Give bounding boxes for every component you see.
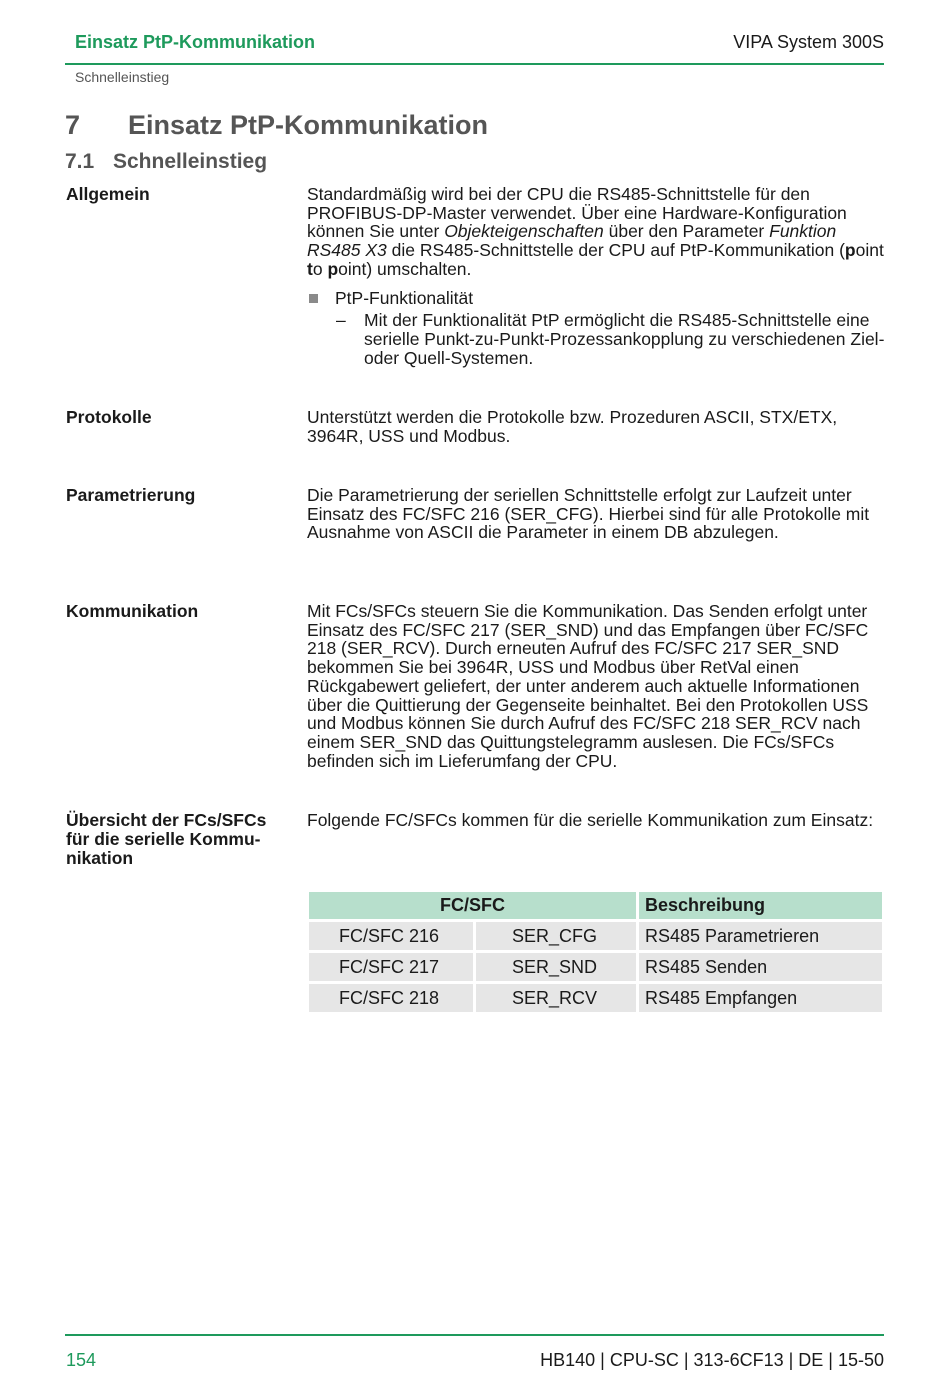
label-uebersicht: Übersicht der FCs/SFCs für die serielle Kommunikation bbox=[66, 810, 267, 868]
text-run: oint) umschalten. bbox=[338, 258, 472, 279]
emphasis-objekteigenschaften: Objekteigenschaften bbox=[444, 221, 604, 242]
text-run: o bbox=[312, 258, 328, 279]
section-number: 7.1 bbox=[65, 150, 95, 173]
cell-fc-number: FC/SFC 216 bbox=[309, 922, 473, 950]
text-run: Standardmäßig wird bei der CPU die RS485-Schnittstelle für den PROFIBUS-DP-Master verwendet. Über eine Hardware-Konfiguration können Sie unter bbox=[307, 184, 847, 242]
cell-fc-number: FC/SFC 218 bbox=[309, 984, 473, 1012]
table-row bbox=[309, 922, 882, 950]
text-run: oint bbox=[855, 240, 884, 261]
bold-letter: t bbox=[307, 258, 313, 279]
cell-fc-name: SER_RCV bbox=[476, 984, 636, 1012]
table-row bbox=[309, 953, 882, 981]
square-bullet-icon bbox=[309, 294, 318, 303]
chapter-title: Einsatz PtP-Kommunikation bbox=[128, 110, 489, 140]
header-rule bbox=[65, 63, 884, 65]
cell-description: RS485 Empfangen bbox=[639, 984, 882, 1012]
dash-text: Mit der Funktionalität PtP ermöglicht die RS485-Schnittstelle eine serielle Punkt-zu-Punkt-Prozessankopplung zu verschiedenen Ziel- oder Quell-Systemen. bbox=[364, 310, 885, 368]
fc-sfc-table bbox=[306, 889, 885, 1015]
emphasis-funktion-rs485: Funktion RS485 X3 bbox=[307, 221, 837, 261]
text-run: über den Parameter bbox=[603, 221, 770, 242]
bold-letter: p bbox=[844, 240, 856, 261]
body-allgemein bbox=[307, 185, 887, 367]
header-fc-sfc: FC/SFC bbox=[309, 892, 636, 919]
cell-fc-name: SER_CFG bbox=[476, 922, 636, 950]
body-parametrierung: Die Parametrierung der seriellen Schnittstelle erfolgt zur Laufzeit unter Einsatz des FC/SFC 216 (SER_CFG). Hierbei sind für alle Protokolle mit Ausnahme von ASCII die Parameter in einem DB abzulegen. bbox=[307, 485, 870, 543]
label-protokolle: Protokolle bbox=[66, 407, 152, 427]
cell-fc-number: FC/SFC 217 bbox=[309, 953, 473, 981]
document-reference: HB140 | CPU-SC | 313-6CF13 | DE | 15-50 bbox=[540, 1350, 884, 1370]
table-row bbox=[309, 984, 882, 1012]
footer-rule bbox=[65, 1334, 884, 1336]
header-chapter-title: Einsatz PtP-Kommunikation bbox=[75, 32, 316, 52]
body-uebersicht: Folgende FC/SFCs kommen für die serielle Kommunikation zum Einsatz: bbox=[307, 810, 874, 830]
section-title: Schnelleinstieg bbox=[113, 150, 268, 173]
header-beschreibung: Beschreibung bbox=[639, 892, 882, 919]
label-allgemein: Allgemein bbox=[66, 184, 150, 204]
chapter-number: 7 bbox=[65, 110, 81, 140]
bullet-item bbox=[307, 289, 887, 308]
cell-description: RS485 Senden bbox=[639, 953, 882, 981]
section-heading bbox=[65, 150, 267, 174]
bold-letter: p bbox=[327, 258, 339, 279]
chapter-heading bbox=[65, 110, 488, 141]
paragraph-allgemein bbox=[307, 185, 887, 279]
cell-description: RS485 Parametrieren bbox=[639, 922, 882, 950]
page-number: 154 bbox=[66, 1350, 97, 1370]
text-run: die RS485-Schnittstelle der CPU auf PtP-Kommunikation ( bbox=[386, 240, 845, 261]
label-kommunikation: Kommunikation bbox=[66, 601, 199, 621]
cell-fc-name: SER_SND bbox=[476, 953, 636, 981]
header-section-title: Schnelleinstieg bbox=[75, 69, 170, 85]
dash-item bbox=[307, 311, 887, 367]
header-product-name: VIPA System 300S bbox=[733, 32, 884, 52]
dash-bullet-icon: – bbox=[336, 310, 346, 331]
body-kommunikation: Mit FCs/SFCs steuern Sie die Kommunikation. Das Senden erfolgt unter Einsatz des FC/SFC 217 (SER_SND) und das Empfangen über FC/SFC 218 (SER_RCV). Durch erneuten Aufruf des FC/SFC 217 SER_SND bekommen Sie bei 3964R, USS und Modbus über RetVal einen Rückgabewert geliefert, der unter anderem auch aktuelle Informationen über die Quittierung der Gegenseite beinhaltet. Bei den Protokollen USS und Modbus können Sie durch Aufruf des FC/SFC 218 SER_RCV nach einem SER_SND das Quittungstelegramm auslesen. Die FCs/SFCs befinden sich im Lieferumfang der CPU. bbox=[307, 601, 869, 771]
bullet-text: PtP-Funktionalität bbox=[335, 287, 474, 308]
table-header-row bbox=[309, 892, 882, 919]
body-protokolle: Unterstützt werden die Protokolle bzw. Prozeduren ASCII, STX/ETX, 3964R, USS und Modbus. bbox=[307, 407, 838, 446]
label-parametrierung: Parametrierung bbox=[66, 485, 196, 505]
